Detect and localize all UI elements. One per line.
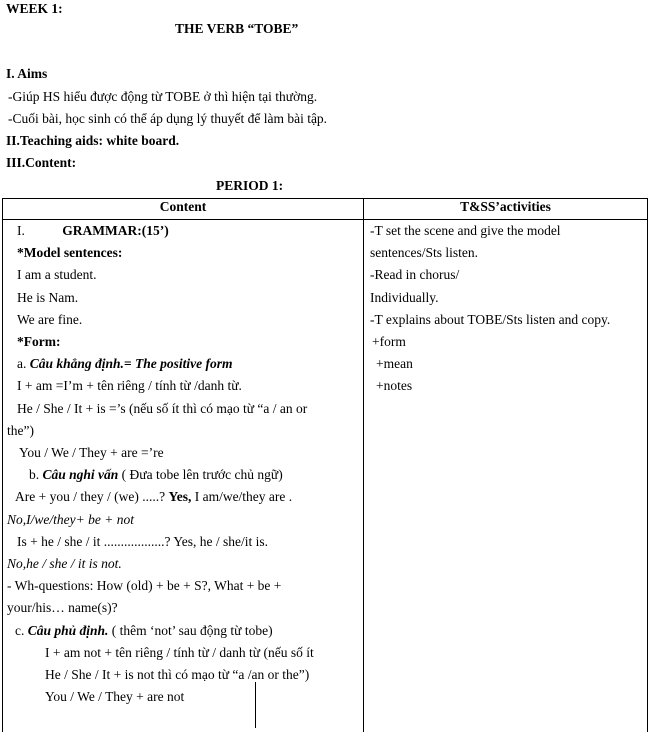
week-label: WEEK 1:: [6, 0, 63, 18]
activity-line: +form: [364, 331, 647, 353]
model-sentence: We are fine.: [3, 309, 363, 331]
question-rule: [3, 486, 363, 508]
form-heading: *Form:: [3, 331, 363, 353]
negative-label: Câu phủ định.: [28, 623, 109, 638]
model-heading: *Model sentences:: [3, 242, 363, 264]
question-rule: No,I/we/they+ be + not: [3, 509, 363, 531]
negative-rule: He / She / It + is not thì có mạo từ “a /an or the”): [3, 664, 363, 686]
column-header-content: Content: [3, 199, 364, 220]
question-form-line: [3, 464, 363, 486]
positive-rule: the”): [3, 420, 363, 442]
question-rule: Is + he / she / it ..................? Yes, he / she/it is.: [3, 531, 363, 553]
aims-heading: I. Aims: [6, 65, 47, 83]
content-cell: [3, 220, 364, 732]
table-row: [3, 220, 648, 732]
page-title: THE VERB “TOBE”: [175, 20, 298, 38]
activity-line: sentences/Sts listen.: [364, 242, 647, 264]
negative-note: ( thêm ‘not’ sau động từ tobe): [112, 623, 273, 638]
activity-line: +mean: [364, 353, 647, 375]
grammar-title: GRAMMAR:(15’): [62, 223, 168, 238]
negative-rule: You / We / They + are not: [3, 686, 363, 708]
positive-form-line: [3, 353, 363, 375]
positive-rule: You / We / They + are =’re: [3, 442, 363, 464]
positive-rule: He / She / It + is =’s (nếu số ít thì có mạo từ “a / an or: [3, 398, 363, 420]
content-heading: III.Content:: [6, 154, 76, 172]
question-note: ( Đưa tobe lên trước chủ ngữ): [122, 467, 283, 482]
model-sentence: He is Nam.: [3, 287, 363, 309]
lesson-table: [2, 198, 648, 732]
wh-question-line: your/his… name(s)?: [3, 597, 363, 619]
grammar-number: I.: [17, 223, 25, 238]
teaching-aids: II.Teaching aids: white board.: [6, 132, 179, 150]
text-cursor: [255, 682, 256, 728]
content-body: [3, 220, 363, 708]
model-sentence: I am a student.: [3, 264, 363, 286]
negative-prefix: c.: [15, 623, 24, 638]
grammar-line: [3, 220, 363, 242]
activity-line: -Read in chorus/: [364, 264, 647, 286]
activity-line: Individually.: [364, 287, 647, 309]
period-label: PERIOD 1:: [216, 177, 283, 195]
positive-label: Câu khẳng định.= The positive form: [30, 356, 233, 371]
positive-rule: I + am =I’m + tên riêng / tính từ /danh từ.: [3, 375, 363, 397]
negative-rule: I + am not + tên riêng / tính từ / danh từ (nếu số ít: [3, 642, 363, 664]
activity-line: +notes: [364, 375, 647, 397]
column-header-activities: T&SS’activities: [364, 199, 648, 220]
table-header-row: [3, 199, 648, 220]
aims-item: -Giúp HS hiểu được động từ TOBE ở thì hiện tại thường.: [8, 88, 317, 106]
wh-question-line: - Wh-questions: How (old) + be + S?, What + be +: [3, 575, 363, 597]
question-rule: No,he / she / it is not.: [3, 553, 363, 575]
activities-cell: [364, 220, 648, 732]
question-rule-c: I am/we/they are .: [195, 489, 292, 504]
question-prefix: b.: [29, 467, 39, 482]
activity-line: -T set the scene and give the model: [364, 220, 647, 242]
activity-line: -T explains about TOBE/Sts listen and copy.: [364, 309, 647, 331]
negative-form-line: [3, 620, 363, 642]
question-rule-yes: Yes,: [168, 489, 191, 504]
question-label: Câu nghi vấn: [43, 467, 119, 482]
question-rule-a: Are + you / they / (we) .....?: [15, 489, 165, 504]
positive-prefix: a.: [17, 356, 26, 371]
aims-item: -Cuối bài, học sinh có thể áp dụng lý thuyết để làm bài tập.: [8, 110, 327, 128]
